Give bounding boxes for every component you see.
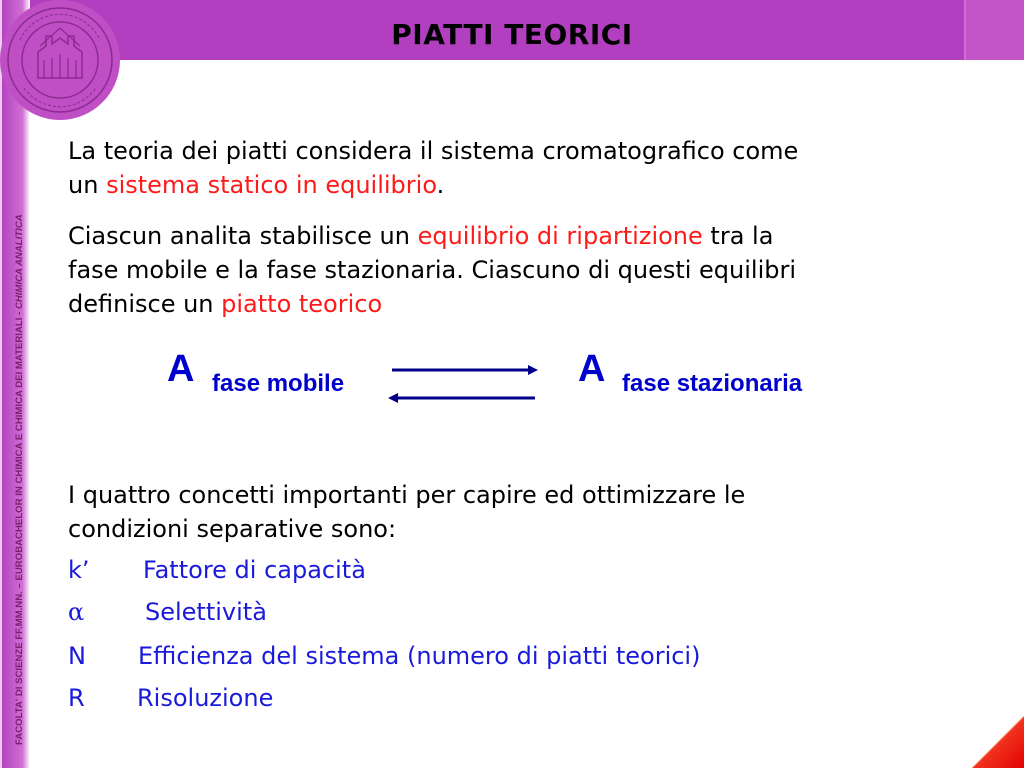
concept-label: Selettività	[145, 598, 267, 626]
list-item	[68, 684, 868, 718]
paragraph-line: Ciascun analita stabilisce un equilibrio di ripartizione tra la	[68, 222, 774, 250]
partition-equation	[0, 344, 1024, 414]
analyte-symbol-mobile: A	[167, 348, 195, 390]
highlight-text: equilibrio di ripartizione	[417, 222, 703, 250]
highlight-text: sistema statico in equilibrio	[106, 171, 437, 199]
concept-symbol: R	[68, 684, 85, 712]
corner-triangle-icon	[972, 716, 1024, 768]
concept-label: Risoluzione	[137, 684, 274, 712]
concept-symbol: N	[68, 642, 86, 670]
paragraph-plate-theory	[68, 134, 948, 202]
side-caption: FACOLTA' DI SCIENZE FF.MM.NN. – EUROBACHELOR IN CHIMICA E CHIMICA DEI MATERIALI - CHIMICA ANALITICA	[14, 214, 25, 745]
paragraph-line: definisce un piatto teorico	[68, 290, 383, 318]
paragraph-concepts-intro	[68, 478, 948, 546]
concept-symbol: α	[68, 598, 85, 626]
slide-title: PIATTI TEORICI	[391, 18, 633, 51]
paragraph-line: La teoria dei piatti considera il sistema cromatografico come	[68, 137, 799, 165]
mobile-phase-label: fase mobile	[212, 370, 345, 397]
list-item	[68, 556, 868, 590]
list-item	[68, 642, 868, 676]
paragraph-line: fase mobile e la fase stazionaria. Ciascuno di questi equilibri	[68, 256, 797, 284]
paragraph-equilibrium	[68, 219, 948, 321]
highlight-text: piatto teorico	[221, 290, 383, 318]
concept-label: Efficienza del sistema (numero di piatti teorici)	[138, 642, 701, 670]
paragraph-line: condizioni separative sono:	[68, 515, 397, 543]
concept-symbol: k’	[68, 556, 90, 584]
list-item	[68, 598, 868, 632]
equilibrium-arrows-icon	[380, 360, 545, 410]
concept-label: Fattore di capacità	[143, 556, 366, 584]
analyte-symbol-stationary: A	[578, 348, 606, 390]
paragraph-line: un sistema statico in equilibrio.	[68, 171, 445, 199]
stationary-phase-label: fase stazionaria	[622, 370, 803, 397]
paragraph-line: I quattro concetti importanti per capire ed ottimizzare le	[68, 481, 746, 509]
